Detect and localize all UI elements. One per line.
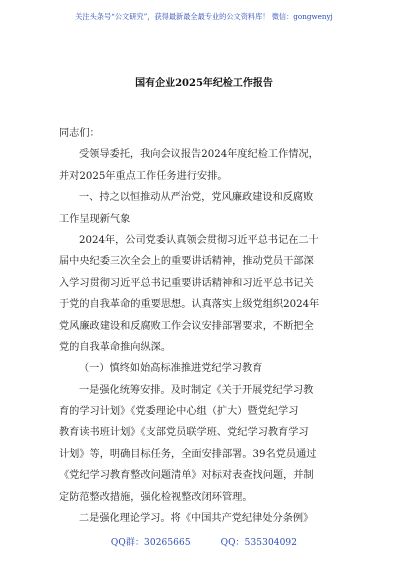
qq-group-number: QQ群：30265665 (110, 538, 191, 548)
body-line: 育的学习计划》《党委理论中心组（扩大）暨党纪学习 (59, 406, 299, 418)
body-line: 同志们： (59, 128, 100, 139)
body-line: 《党纪学习教育整改问题清单》对标对表查找问题，并制 (59, 470, 314, 482)
body-line: 教育读书班计划》《支部党员联学班、党纪学习教育学习 (59, 427, 309, 439)
body-line: 于党的自我革命的重要思想。认真落实上级党组织2024年 (59, 299, 320, 311)
qq-number: QQ：535304092 (220, 538, 298, 548)
body-line: 定防范整改措施，强化检视整改闭环管理。 (59, 491, 253, 503)
body-line: 届中央纪委三次全会上的重要讲话精神，推动党员干部深 (59, 256, 314, 268)
body-line: 一是强化统筹安排。及时制定《关于开展党纪学习教 (79, 384, 314, 396)
body-line: 受领导委托，我向会议报告2024年度纪检工作情况， (79, 149, 319, 161)
body-line: 入学习贯彻习近平总书记重要讲话精神和习近平总书记关 (59, 277, 314, 289)
section-heading-line: 一、持之以恒推动从严治党，党风廉政建设和反腐败 (79, 192, 314, 204)
footer-contact (0, 535, 408, 548)
body-line: 党的自我革命推向纵深。 (59, 341, 172, 353)
document-body (59, 123, 349, 529)
subsection-heading: （一）慎终如始高标准推进党纪学习教育 (79, 363, 263, 375)
body-line: 并对2025年重点工作任务进行安排。 (59, 170, 228, 182)
section-heading-line: 工作呈现新气象 (59, 213, 131, 225)
header-note: 关注头条号“公文研究”，获得最新最全最专业的公文资料库！ 微信：gongwenyj (75, 12, 333, 21)
document-title: 国有企业2025年纪检工作报告 (135, 78, 273, 89)
body-line: 计划》等，明确目标任务，全面安排部署。39名党员通过 (59, 448, 317, 460)
body-line: 党风廉政建设和反腐败工作会议安排部署要求，不断把全 (59, 320, 314, 332)
body-line: 二是强化理论学习。将《中国共产党纪律处分条例》 (79, 513, 314, 525)
body-line: 2024年，公司党委认真领会贯彻习近平总书记在二十 (79, 234, 319, 246)
